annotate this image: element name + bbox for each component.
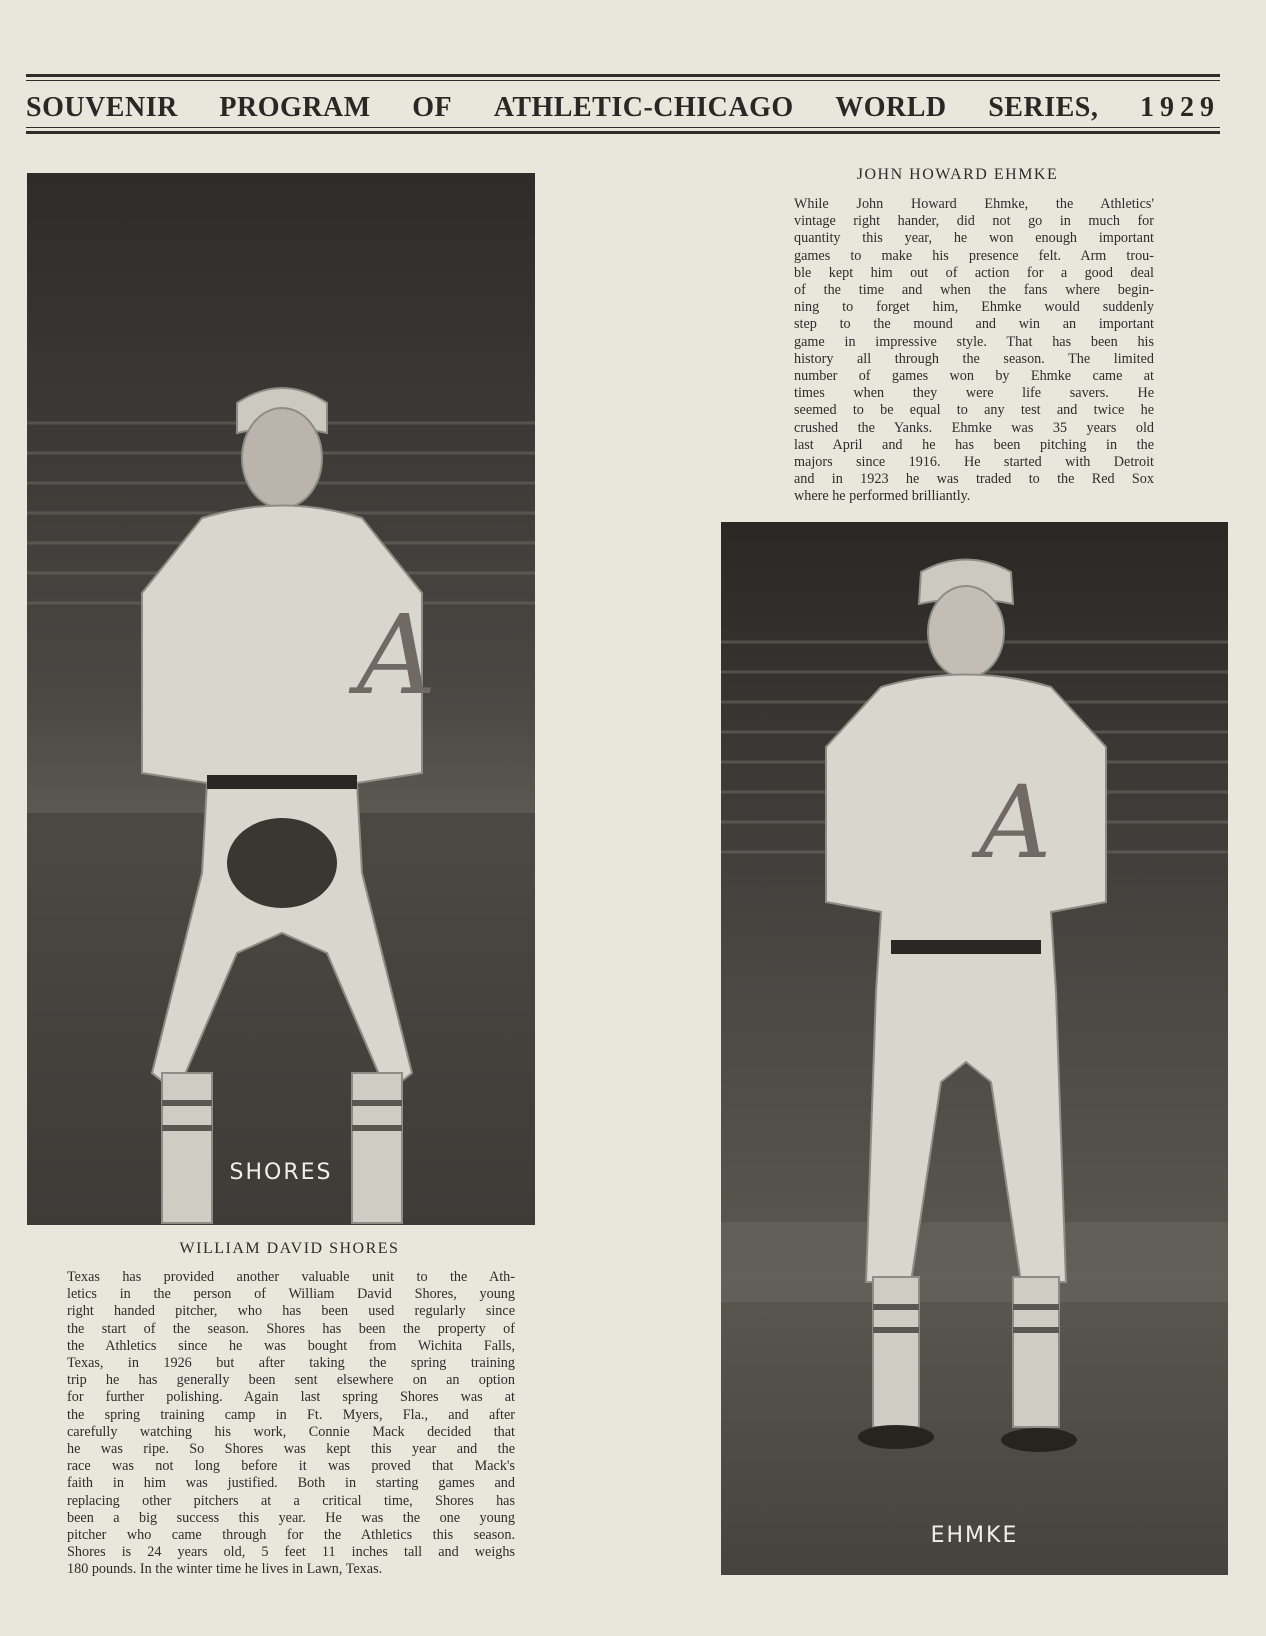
bio-line: Texas, in 1926 but after taking the spring training <box>67 1355 515 1372</box>
bio-line: 180 pounds. In the winter time he lives in Lawn, Texas. <box>67 1561 383 1578</box>
header-rule-bottom-thin <box>26 127 1220 128</box>
bio-line: While John Howard Ehmke, the Athletics' <box>794 196 1154 212</box>
bio-line: pitcher who came through for the Athletics this season. <box>67 1527 515 1544</box>
bio-line: ble kept him out of action for a good deal <box>794 264 1154 281</box>
bio-line: for further polishing. Again last spring Shores was at <box>67 1389 515 1406</box>
ehmke-caption: EHMKE <box>930 1523 1019 1548</box>
shores-bio <box>67 1269 515 1579</box>
ehmke-photo <box>721 522 1228 1575</box>
bio-line: crushed the Yanks. Ehmke was 35 years old <box>794 419 1154 436</box>
header-rule-top-thin <box>26 80 1220 81</box>
bio-line: game in impressive style. That has been his <box>794 333 1154 350</box>
header-word: ATHLETIC-CHICAGO <box>493 92 794 123</box>
bio-line: games to make his presence felt. Arm trou- <box>794 247 1154 264</box>
bio-line: faith in him was justified. Both in starting games and <box>67 1475 515 1492</box>
shores-name: WILLIAM DAVID SHORES <box>179 1240 400 1257</box>
page-header <box>26 88 1220 128</box>
bio-line: number of games won by Ehmke came at <box>794 368 1154 385</box>
header-word: WORLD <box>835 92 947 123</box>
shores-photo-image <box>27 173 535 1225</box>
bio-line: seemed to be equal to any test and twice he <box>794 402 1154 419</box>
bio-line: history all through the season. The limited <box>794 350 1154 367</box>
bio-line: right handed pitcher, who has been used regularly since <box>67 1303 515 1320</box>
header-rule-top <box>26 74 1220 77</box>
header-word: SERIES, <box>988 92 1099 123</box>
bio-line: letics in the person of William David Shores, young <box>67 1286 515 1303</box>
bio-line: the Athletics since he was bought from Wichita Falls, <box>67 1337 515 1354</box>
bio-line: carefully watching his work, Connie Mack decided that <box>67 1423 515 1440</box>
bio-line: vintage right hander, did not go in much for <box>794 213 1154 230</box>
header-word: SOUVENIR <box>26 92 178 123</box>
bio-line: Shores is 24 years old, 5 feet 11 inches tall and weighs <box>67 1544 515 1561</box>
header-rule-bottom <box>26 131 1220 134</box>
svg-text:A: A <box>979 764 1052 881</box>
header-word: OF <box>412 92 453 123</box>
bio-line: been a big success this year. He was the one young <box>67 1509 515 1526</box>
bio-line: the start of the season. Shores has been the property of <box>67 1320 515 1337</box>
bio-line: majors since 1916. He started with Detroit <box>794 454 1154 471</box>
ehmke-photo-image <box>721 522 1228 1575</box>
bio-line: step to the mound and win an important <box>794 316 1154 333</box>
bio-line: times when they were life savers. He <box>794 385 1154 402</box>
bio-line: race was not long before it was proved that Mack's <box>67 1458 515 1475</box>
bio-line: the spring training camp in Ft. Myers, Fla., and after <box>67 1406 515 1423</box>
header-word: PROGRAM <box>219 92 371 123</box>
shores-photo <box>27 173 535 1225</box>
bio-line: quantity this year, he won enough important <box>794 230 1154 247</box>
bio-line: ning to forget him, Ehmke would suddenly <box>794 299 1154 316</box>
bio-line: trip he has generally been sent elsewhere on an option <box>67 1372 515 1389</box>
ehmke-name: JOHN HOWARD EHMKE <box>856 166 1059 183</box>
bio-line: of the time and when the fans where begin- <box>794 282 1154 299</box>
bio-line: where he performed brilliantly. <box>794 488 971 505</box>
bio-line: replacing other pitchers at a critical time, Shores has <box>67 1492 515 1509</box>
bio-line: and in 1923 he was traded to the Red Sox <box>794 471 1154 488</box>
header-year: 1929 <box>1139 92 1220 123</box>
svg-text:A: A <box>357 591 437 719</box>
bio-line: Texas has provided another valuable unit to the Ath- <box>67 1269 515 1285</box>
ehmke-bio <box>794 196 1154 506</box>
bio-line: last April and he has been pitching in the <box>794 436 1154 453</box>
bio-line: he was ripe. So Shores was kept this year and the <box>67 1441 515 1458</box>
shores-caption: SHORES <box>229 1160 333 1185</box>
